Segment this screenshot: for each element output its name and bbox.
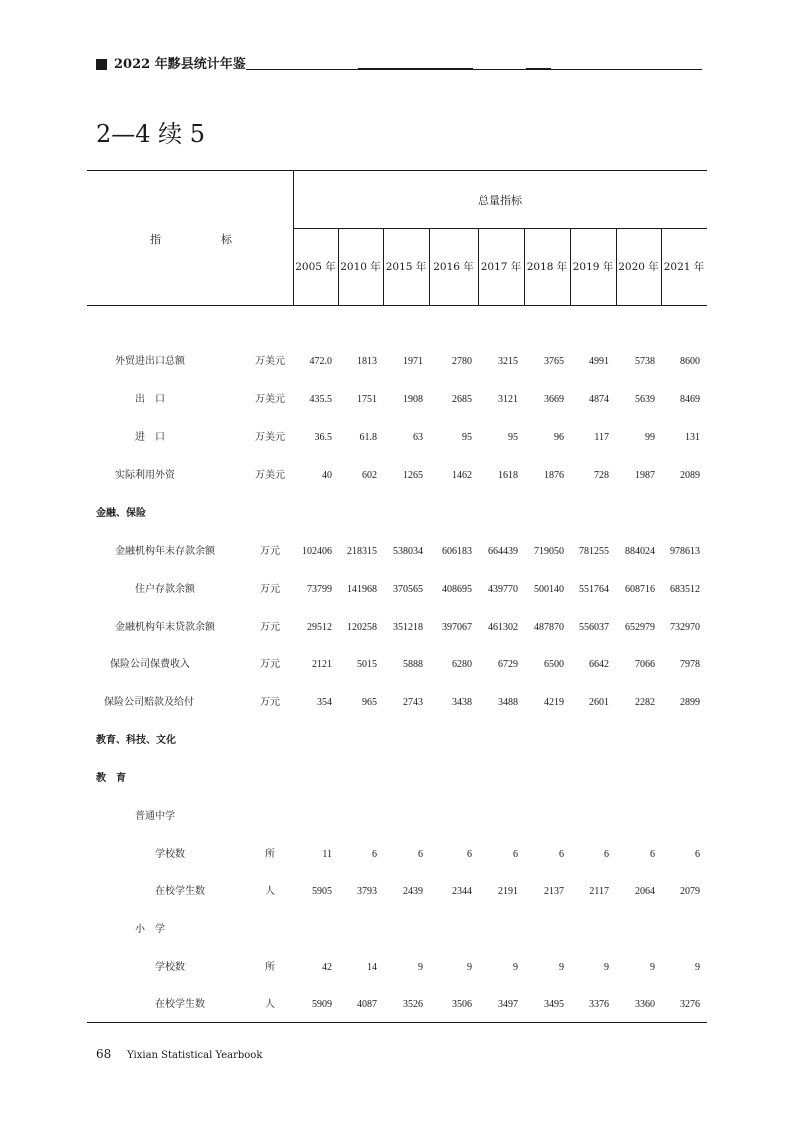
value-cell: 6642 (589, 659, 609, 670)
table-row (0, 884, 793, 900)
table-row (0, 430, 793, 446)
total-indicators-header: 总量指标 (478, 194, 522, 207)
value-cell: 351218 (393, 622, 423, 633)
value-cell: 3360 (635, 999, 655, 1010)
value-cell: 3526 (403, 999, 423, 1010)
square-bullet-icon (96, 59, 107, 70)
value-cell: 2079 (680, 886, 700, 897)
value-cell: 3438 (452, 697, 472, 708)
value-cell: 500140 (534, 584, 564, 595)
year-header: 2018 年 (526, 261, 568, 273)
value-cell: 218315 (347, 546, 377, 557)
value-cell: 728 (594, 470, 609, 481)
unit-cell: 万元 (260, 659, 280, 670)
unit-cell: 人 (265, 886, 275, 897)
table-row (0, 392, 793, 408)
value-cell: 29512 (307, 622, 332, 633)
value-cell: 6280 (452, 659, 472, 670)
value-cell: 96 (554, 432, 564, 443)
unit-cell: 万美元 (255, 394, 285, 405)
indicator-label: 出 口 (135, 394, 165, 405)
table-row (0, 657, 793, 673)
header-bottom-rule (87, 305, 707, 306)
indicator-label: 实际利用外资 (115, 470, 175, 481)
indicator-label: 进 口 (135, 432, 165, 443)
value-cell: 5015 (357, 659, 377, 670)
page-footer (96, 1047, 262, 1061)
indicator-label: 在校学生数 (155, 886, 205, 897)
indicator-label: 保险公司保费收入 (110, 659, 190, 670)
value-cell: 2064 (635, 886, 655, 897)
value-cell: 370565 (393, 584, 423, 595)
value-cell: 4087 (357, 999, 377, 1010)
value-cell: 2191 (498, 886, 518, 897)
value-cell: 719050 (534, 546, 564, 557)
value-cell: 14 (367, 962, 377, 973)
indicator-label: 学校数 (155, 849, 185, 860)
indicator-label: 小 学 (135, 924, 165, 935)
header-rule-accent (526, 68, 551, 70)
value-cell: 3506 (452, 999, 472, 1010)
unit-cell: 万元 (260, 697, 280, 708)
table-row (0, 354, 793, 370)
value-cell: 9 (559, 962, 564, 973)
value-cell: 40 (322, 470, 332, 481)
value-cell: 3793 (357, 886, 377, 897)
value-cell: 6 (695, 849, 700, 860)
year-header: 2010 年 (340, 261, 381, 273)
value-cell: 2344 (452, 886, 472, 897)
value-cell: 652979 (625, 622, 655, 633)
section-label: 教 育 (96, 773, 126, 784)
value-cell: 3276 (680, 999, 700, 1010)
unit-cell: 所 (265, 849, 275, 860)
header-rule-accent (358, 68, 473, 70)
table-row (0, 997, 793, 1013)
indicator-label: 学校数 (155, 962, 185, 973)
section-row (0, 506, 793, 522)
value-cell: 102406 (302, 546, 332, 557)
value-cell: 965 (362, 697, 377, 708)
table-row (0, 922, 793, 938)
value-cell: 1876 (544, 470, 564, 481)
value-cell: 9 (513, 962, 518, 973)
value-cell: 5905 (312, 886, 332, 897)
value-cell: 61.8 (359, 432, 377, 443)
value-cell: 3376 (589, 999, 609, 1010)
value-cell: 99 (645, 432, 655, 443)
section-row (0, 771, 793, 787)
unit-cell: 万美元 (255, 432, 285, 443)
value-cell: 2743 (403, 697, 423, 708)
value-cell: 1462 (452, 470, 472, 481)
section-row (0, 733, 793, 749)
running-header (96, 56, 702, 76)
value-cell: 472.0 (309, 356, 332, 367)
table-row (0, 582, 793, 598)
table-bottom-rule (87, 1022, 707, 1023)
table-row (0, 847, 793, 863)
table-top-rule (87, 170, 707, 171)
unit-cell: 所 (265, 962, 275, 973)
table-row (0, 544, 793, 560)
value-cell: 131 (685, 432, 700, 443)
value-cell: 8600 (680, 356, 700, 367)
value-cell: 683512 (670, 584, 700, 595)
value-cell: 5909 (312, 999, 332, 1010)
value-cell: 602 (362, 470, 377, 481)
value-cell: 6 (559, 849, 564, 860)
value-cell: 2685 (452, 394, 472, 405)
year-header: 2020 年 (618, 261, 659, 273)
value-cell: 36.5 (314, 432, 332, 443)
value-cell: 117 (594, 432, 609, 443)
value-cell: 6 (513, 849, 518, 860)
value-cell: 354 (317, 697, 332, 708)
header-column-rule (293, 170, 294, 305)
value-cell: 73799 (307, 584, 332, 595)
value-cell: 2899 (680, 697, 700, 708)
header-rule (246, 69, 702, 70)
value-cell: 6729 (498, 659, 518, 670)
value-cell: 9 (467, 962, 472, 973)
value-cell: 884024 (625, 546, 655, 557)
value-cell: 11 (322, 849, 332, 860)
value-cell: 9 (418, 962, 423, 973)
value-cell: 5888 (403, 659, 423, 670)
value-cell: 608716 (625, 584, 655, 595)
value-cell: 4219 (544, 697, 564, 708)
value-cell: 5639 (635, 394, 655, 405)
indicator-label: 金融机构年末贷款余额 (115, 622, 215, 633)
value-cell: 3669 (544, 394, 564, 405)
value-cell: 6 (604, 849, 609, 860)
value-cell: 4874 (589, 394, 609, 405)
yearbook-title: 2022 年黟县统计年鉴 (114, 57, 246, 72)
value-cell: 4991 (589, 356, 609, 367)
value-cell: 95 (462, 432, 472, 443)
value-cell: 7978 (680, 659, 700, 670)
indicator-label: 保险公司赔款及给付 (104, 697, 194, 708)
unit-cell: 万元 (260, 622, 280, 633)
value-cell: 1987 (635, 470, 655, 481)
value-cell: 439770 (488, 584, 518, 595)
value-cell: 63 (413, 432, 423, 443)
value-cell: 1813 (357, 356, 377, 367)
table-row (0, 809, 793, 825)
indicator-header-char: 指 (150, 233, 161, 246)
value-cell: 978613 (670, 546, 700, 557)
value-cell: 6 (467, 849, 472, 860)
value-cell: 6500 (544, 659, 564, 670)
value-cell: 2137 (544, 886, 564, 897)
value-cell: 435.5 (309, 394, 332, 405)
unit-cell: 万美元 (255, 356, 285, 367)
value-cell: 5738 (635, 356, 655, 367)
value-cell: 461302 (488, 622, 518, 633)
value-cell: 3215 (498, 356, 518, 367)
value-cell: 781255 (579, 546, 609, 557)
year-header: 2019 年 (572, 261, 614, 273)
value-cell: 6 (650, 849, 655, 860)
value-cell: 732970 (670, 622, 700, 633)
value-cell: 6 (372, 849, 377, 860)
table-row (0, 960, 793, 976)
header-sub-rule (293, 228, 707, 229)
value-cell: 7066 (635, 659, 655, 670)
indicator-label: 普通中学 (135, 811, 175, 822)
value-cell: 9 (695, 962, 700, 973)
page-number: 68 (96, 1047, 112, 1061)
value-cell: 141968 (347, 584, 377, 595)
indicator-label: 住户存款余额 (135, 584, 195, 595)
table-row (0, 695, 793, 711)
value-cell: 1265 (403, 470, 423, 481)
value-cell: 1751 (357, 394, 377, 405)
section-label: 教育、科技、文化 (96, 735, 176, 746)
value-cell: 556037 (579, 622, 609, 633)
unit-cell: 万元 (260, 546, 280, 557)
table-title: 2—4 续 5 (96, 120, 206, 148)
value-cell: 9 (650, 962, 655, 973)
value-cell: 42 (322, 962, 332, 973)
value-cell: 6 (418, 849, 423, 860)
indicator-label: 金融机构年末存款余额 (115, 546, 215, 557)
value-cell: 8469 (680, 394, 700, 405)
value-cell: 664439 (488, 546, 518, 557)
table-row (0, 468, 793, 484)
value-cell: 551764 (579, 584, 609, 595)
value-cell: 3765 (544, 356, 564, 367)
table-row (0, 620, 793, 636)
value-cell: 2601 (589, 697, 609, 708)
value-cell: 3488 (498, 697, 518, 708)
value-cell: 120258 (347, 622, 377, 633)
value-cell: 2780 (452, 356, 472, 367)
value-cell: 1971 (403, 356, 423, 367)
value-cell: 9 (604, 962, 609, 973)
unit-cell: 万美元 (255, 470, 285, 481)
unit-cell: 万元 (260, 584, 280, 595)
value-cell: 3497 (498, 999, 518, 1010)
value-cell: 487870 (534, 622, 564, 633)
value-cell: 2089 (680, 470, 700, 481)
value-cell: 1618 (498, 470, 518, 481)
year-header: 2021 年 (663, 261, 705, 273)
section-label: 金融、保险 (96, 508, 146, 519)
value-cell: 2121 (312, 659, 332, 670)
value-cell: 606183 (442, 546, 472, 557)
indicator-label: 在校学生数 (155, 999, 205, 1010)
year-header: 2005 年 (295, 261, 336, 273)
value-cell: 538034 (393, 546, 423, 557)
value-cell: 2282 (635, 697, 655, 708)
indicator-header-char: 标 (221, 233, 232, 246)
value-cell: 2117 (589, 886, 609, 897)
publication-name: Yixian Statistical Yearbook (127, 1050, 263, 1061)
value-cell: 3121 (498, 394, 518, 405)
year-header: 2015 年 (385, 261, 427, 273)
year-header: 2017 年 (480, 261, 522, 273)
value-cell: 1908 (403, 394, 423, 405)
value-cell: 408695 (442, 584, 472, 595)
value-cell: 95 (508, 432, 518, 443)
value-cell: 2439 (403, 886, 423, 897)
indicator-label: 外贸进出口总额 (115, 356, 185, 367)
unit-cell: 人 (265, 999, 275, 1010)
year-header: 2016 年 (433, 261, 474, 273)
value-cell: 3495 (544, 999, 564, 1010)
value-cell: 397067 (442, 622, 472, 633)
